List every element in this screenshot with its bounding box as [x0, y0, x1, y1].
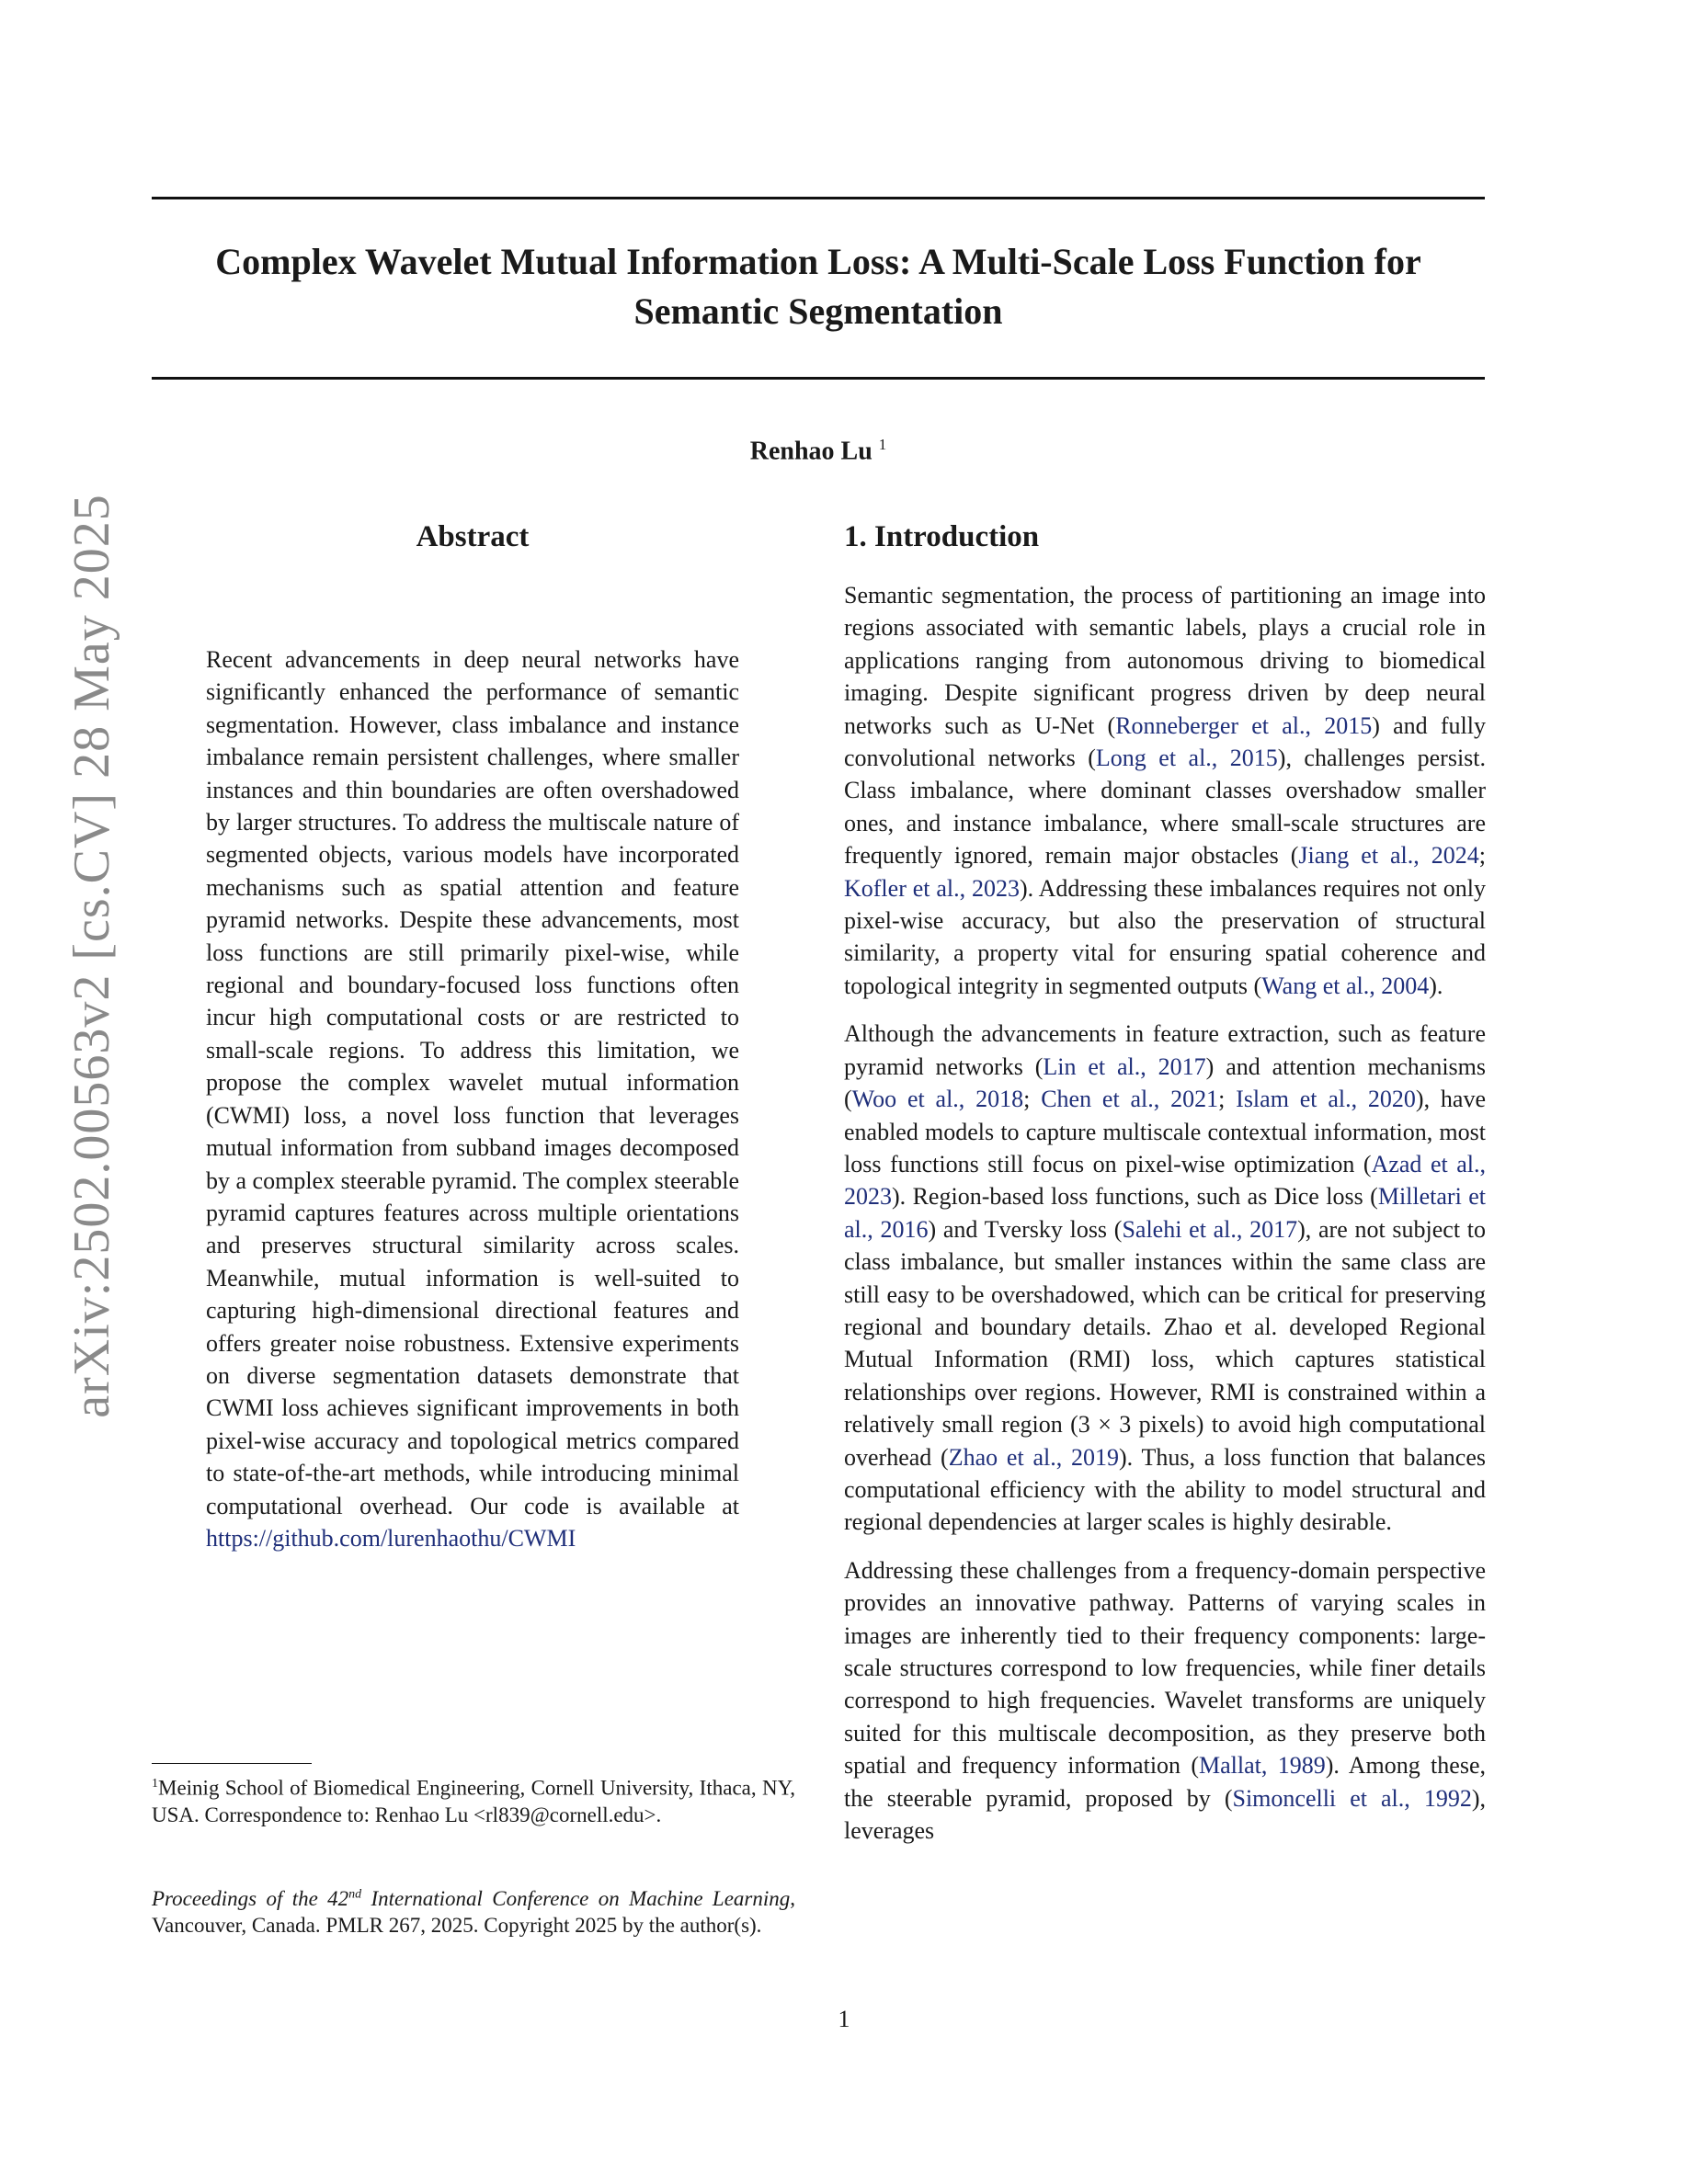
- intro-text: ). Addressing these imbalances requires not only pixel-wise accuracy, but also the preservation of structural similarity, a property vital for ensuring spatial coherence and topological integrity in segmented outputs (: [844, 874, 1486, 999]
- introduction-body: [844, 579, 1486, 1862]
- intro-text: ), leverages: [844, 1784, 1486, 1845]
- citation-link[interactable]: Woo et al., 2018: [851, 1086, 1024, 1113]
- proceedings-details: , Vancouver, Canada. PMLR 267, 2025. Copyright 2025 by the author(s).: [152, 1886, 795, 1937]
- citation-link[interactable]: Wang et al., 2004: [1261, 972, 1430, 999]
- introduction-heading: 1. Introduction: [844, 520, 1040, 553]
- intro-paragraph-1: [844, 579, 1486, 1002]
- intro-paragraph-2: [844, 1018, 1486, 1539]
- intro-paragraph-3: [844, 1554, 1486, 1848]
- intro-text: ).: [1429, 972, 1443, 999]
- citation-separator: ;: [1478, 842, 1486, 870]
- citation-link[interactable]: Salehi et al., 2017: [1122, 1215, 1298, 1243]
- intro-text: ) and attention mechanisms (: [844, 1052, 1487, 1113]
- citation-link[interactable]: Long et al., 2015: [1095, 745, 1278, 772]
- citation-link[interactable]: Lin et al., 2017: [1043, 1052, 1206, 1080]
- intro-text: ). Thus, a loss function that balances computational efficiency with the ability to model structural and regional dependencies at larger scales is highly desirable.: [844, 1443, 1487, 1536]
- author-name: Renhao Lu: [749, 437, 873, 466]
- citation-link[interactable]: Chen et al., 2021: [1041, 1086, 1219, 1113]
- citation-link[interactable]: Jiang et al., 2024: [1298, 842, 1479, 870]
- abstract-text: [206, 643, 739, 1554]
- intro-text: Addressing these challenges from a frequency-domain perspective provides an innovative pathway. Patterns of varying scales in images are inherently tied to their frequency components: large-scale structures correspond to low frequencies, while finer details correspond to high frequencies. Wavelet transforms are uniquely suited for this multiscale decomposition, as they preserve both spatial and frequency information (: [844, 1556, 1486, 1780]
- citation-separator: ;: [1023, 1086, 1042, 1113]
- citation-link[interactable]: Kofler et al., 2023: [844, 874, 1021, 902]
- intro-text: ), challenges persist. Class imbalance, where dominant classes overshadow smaller ones, and instance imbalance, where small-scale structures are frequently ignored, remain major obstacles (: [844, 745, 1487, 870]
- proceedings-ordinal: 42: [327, 1886, 349, 1910]
- citation-link[interactable]: Ronneberger et al., 2015: [1115, 711, 1373, 739]
- title-bottom-rule: [152, 377, 1485, 380]
- citation-separator: ;: [1218, 1086, 1237, 1113]
- citation-link[interactable]: Azad et al., 2023: [844, 1150, 1487, 1211]
- proceedings-note: [152, 1881, 795, 1939]
- abstract-body-text: Recent advancements in deep neural networks have significantly enhanced the performance of semantic segmentation. However, class imbalance and instance imbalance remain persistent challenges, where smaller instances and thin boundaries are often overshadowed by larger structures. To address the multiscale nature of segmented objects, various models have incorporated mechanisms such as spatial attention and feature pyramid networks. Despite these advancements, most loss functions are still primarily pixel-wise, while regional and boundary-focused loss functions often incur high computational costs or are restricted to small-scale regions. To address this limitation, we propose the complex wavelet mutual information (CWMI) loss, a novel loss function that leverages mutual information from subband images decomposed by a complex steerable pyramid. The complex steerable pyramid captures features across multiple orientations and preserves structural similarity across scales. Meanwhile, mutual information is well-suited to capturing high-dimensional directional features and offers greater noise robustness. Extensive experiments on diverse segmentation datasets demonstrate that CWMI loss achieves significant improvements in both pixel-wise accuracy and topological metrics compared to state-of-the-art methods, while introducing minimal computational overhead. Our code is available at: [206, 646, 739, 1519]
- page-number: 1: [838, 2006, 850, 2032]
- intro-text: ) and Tversky loss (: [928, 1215, 1123, 1243]
- author-affiliation-mark: 1: [878, 436, 887, 453]
- footnote-text: Meinig School of Biomedical Engineering, Cornell University, Ithaca, NY, USA. Correspondence to: Renhao Lu <rl839@cornell.edu>.: [152, 1776, 795, 1826]
- arxiv-identifier-stamp: arXiv:2502.00563v2 [cs.CV] 28 May 2025: [63, 494, 120, 1418]
- citation-link[interactable]: Zhao et al., 2019: [948, 1443, 1120, 1471]
- intro-text: Semantic segmentation, the process of partitioning an image into regions associated with semantic labels, plays a crucial role in applications ranging from autonomous driving to biomedical imaging. Despite significant progress driven by deep neural networks such as U-Net (: [844, 582, 1486, 739]
- abstract-heading: Abstract: [416, 520, 530, 553]
- citation-link[interactable]: Mallat, 1989: [1199, 1752, 1326, 1780]
- code-repository-link[interactable]: https://github.com/lurenhaothu/CWMI: [206, 1524, 576, 1552]
- intro-text: ), are not subject to class imbalance, but smaller instances within the same class are still easy to be overshadowed, which can be critical for preserving regional and boundary details. Zhao et al. developed Regional Mutual Information (RMI) loss, which captures statistical relationships over regions. However, RMI is constrained within a relatively small region (3 × 3 pixels) to avoid high computational overhead (: [844, 1215, 1487, 1471]
- author-line: [152, 436, 1485, 466]
- proceedings-venue: [152, 1887, 790, 1910]
- intro-text: ). Region-based loss functions, such as Dice loss (: [892, 1183, 1378, 1211]
- title-top-rule: [152, 197, 1485, 199]
- proceedings-text: Proceedings of the: [152, 1886, 328, 1910]
- intro-text: ) and fully convolutional networks (: [844, 711, 1486, 772]
- footnote-mark: 1: [152, 1777, 158, 1791]
- citation-link[interactable]: Milletari et al., 2016: [844, 1183, 1486, 1243]
- footnote-rule: [152, 1763, 312, 1764]
- citation-link[interactable]: Islam et al., 2020: [1236, 1086, 1416, 1113]
- intro-text: ), have enabled models to capture multiscale contextual information, most loss functions still focus on pixel-wise optimization (: [844, 1086, 1486, 1177]
- affiliation-footnote: [152, 1770, 795, 1828]
- proceedings-ordinal-suffix: nd: [348, 1887, 362, 1901]
- intro-text: ). Among these, the steerable pyramid, proposed by (: [844, 1752, 1486, 1812]
- citation-link[interactable]: Simoncelli et al., 1992: [1232, 1784, 1472, 1812]
- proceedings-text: International Conference on Machine Learning: [361, 1886, 791, 1910]
- paper-title: Complex Wavelet Mutual Information Loss: A Multi-Scale Loss Function for Semantic Segmentation: [215, 241, 1421, 332]
- intro-text: Although the advancements in feature extraction, such as feature pyramid networks (: [844, 1020, 1486, 1080]
